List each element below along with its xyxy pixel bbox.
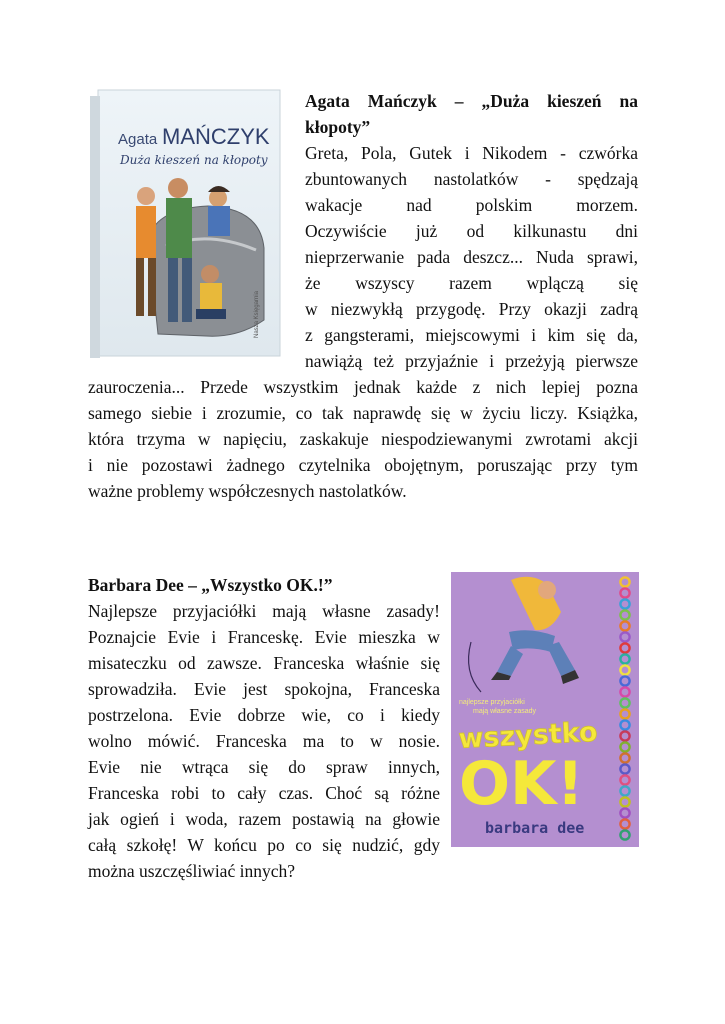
book2-heading: Barbara Dee – „Wszystko OK.!” xyxy=(88,575,333,595)
book2-text xyxy=(88,572,440,884)
text-line: jak ogień i woda, razem postawią na głowie xyxy=(88,809,440,829)
text-line: Najlepsze przyjaciółki mają własne zasady! xyxy=(88,601,440,621)
cover2-title-big: OK! xyxy=(459,749,584,819)
book-cover-wszystko-ok xyxy=(451,572,639,847)
text-line: wolno mówić. Franceska ma to w nosie. xyxy=(88,731,440,751)
text-line: ważne problemy współczesnych nastolatków. xyxy=(88,481,407,501)
cover2-tagline-line1: najlepsze przyjaciółki xyxy=(459,699,525,706)
cover2-author: barbara dee xyxy=(485,819,585,837)
cover2-title-top: wszystko xyxy=(457,716,599,755)
text-line: Oczywiście już od kilkunastu dni xyxy=(305,221,638,241)
book1-description-narrow xyxy=(305,140,638,374)
text-line: z gangsterami, miejscowymi i kim się da, xyxy=(305,325,638,345)
book1-heading xyxy=(305,88,638,140)
book1-description-wide xyxy=(88,374,638,504)
text-line: w niezwykłą przygodę. Przy okazji zadrą xyxy=(305,299,638,319)
text-line: sprowadziła. Evie jest spokojna, Franceska xyxy=(88,679,440,699)
book-cover-duza-kieszen xyxy=(88,88,284,360)
text-line: Franceska robi to cały czas. Choć są różne xyxy=(88,783,440,803)
text-line: zbuntowanych nastolatków - spędzają xyxy=(305,169,638,189)
cover1-author-last: MAŃCZYK xyxy=(162,124,270,149)
book1-heading-line2: kłopoty” xyxy=(305,117,371,137)
text-line: wakacje nad polskim morzem. xyxy=(305,195,638,215)
cover1-publisher: Nasza Księgarnia xyxy=(254,290,260,338)
text-line: która trzyma w napięciu, zaskakuje niespodziewanymi zwrotami akcji xyxy=(88,429,638,449)
text-line: nawiążą też przyjaźnie i przeżyją pierwsze xyxy=(305,351,638,371)
book1-heading-line1: Agata Mańczyk – „Duża kieszeń na xyxy=(305,91,638,111)
text-line: nieprzerwanie pada deszcz... Nuda sprawi, xyxy=(305,247,638,267)
text-line: misateczku od zawsze. Franceska właśnie się xyxy=(88,653,440,673)
text-line: można uszczęśliwiać innych? xyxy=(88,861,295,881)
cover2-tagline-line2: mają własne zasady xyxy=(473,708,537,715)
text-line: postrzelona. Evie dobrze wie, co i kiedy xyxy=(88,705,440,725)
text-line: zauroczenia... Przede wszystkim jednak każde z nich lepiej pozna xyxy=(88,377,638,397)
text-line: całą szkołę! W końcu po co się nudzić, gdy xyxy=(88,835,440,855)
text-line: że wszyscy razem wplączą się xyxy=(305,273,638,293)
text-line: Greta, Pola, Gutek i Nikodem - czwórka xyxy=(305,143,638,163)
text-line: Poznajcie Evie i Franceskę. Evie mieszka w xyxy=(88,627,440,647)
cover1-title: Duża kieszeń na kłopoty xyxy=(120,153,268,167)
text-line: i nie pozostawi żadnego czytelnika obojętnym, poruszając przy tym xyxy=(88,455,638,475)
cover1-author-first: Agata xyxy=(118,131,158,148)
text-line: Evie nie wtrąca się do spraw innych, xyxy=(88,757,440,777)
text-line: samego siebie i zrozumie, co tak naprawdę się w życiu liczy. Książka, xyxy=(88,403,638,423)
